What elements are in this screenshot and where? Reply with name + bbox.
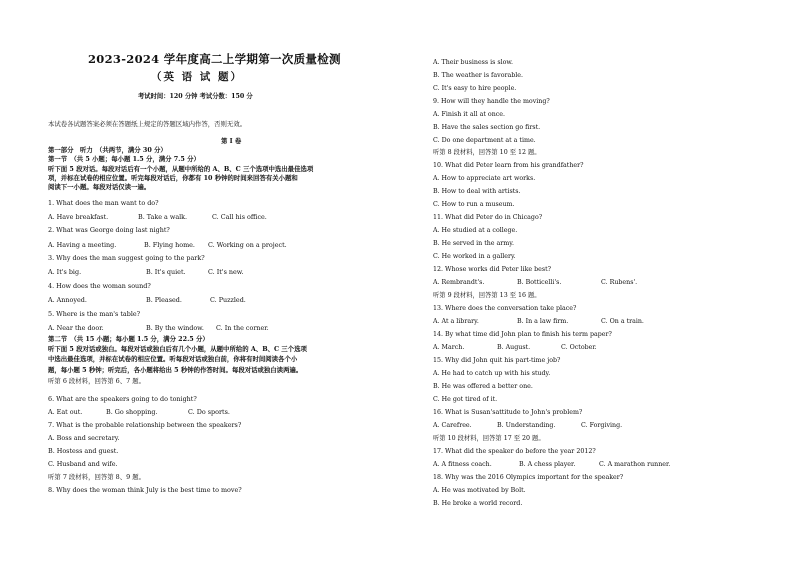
question-13-options	[433, 317, 644, 326]
question-4: 4. How does the woman sound?	[48, 282, 151, 290]
volume-heading: 第 I 卷	[221, 137, 242, 145]
option: A. Rembrandt's.	[433, 279, 485, 286]
option: B. Take a walk.	[138, 213, 188, 221]
listen-note-10: 听第 10 段材料，回答第 17 至 20 题。	[433, 435, 545, 442]
option: B. Flying home.	[144, 241, 195, 249]
option: B. Go shopping.	[106, 408, 158, 416]
option: A. Having a meeting.	[48, 241, 117, 249]
question-12: 12. Whose works did Peter like best?	[433, 266, 552, 273]
sec2-instruction: 中选出最佳选项，并标在试卷的相应位置。听每段对话或独白前，你将有时间阅读各个小	[48, 355, 298, 363]
notice: 本试卷各试题答案必须在答题纸上规定的答题区域内作答，否则无效。	[48, 120, 247, 128]
question-3-options	[48, 268, 244, 277]
option: B. He broke a world record.	[433, 500, 523, 507]
question-8: 8. Why does the woman think July is the best time to move?	[48, 486, 242, 494]
option: B. Botticelli's.	[517, 279, 562, 286]
option: C. Call his office.	[212, 213, 267, 221]
question-1: 1. What does the man want to do?	[48, 199, 159, 207]
listen-note-9: 听第 9 段材料，回答第 13 至 16 题。	[433, 292, 541, 299]
option: C. A marathon runner.	[599, 461, 671, 468]
question-10: 10. What did Peter learn from his grandfather?	[433, 162, 584, 169]
option: B. It's quiet.	[146, 268, 186, 276]
option: C. Forgiving.	[581, 422, 623, 429]
question-6-options	[48, 408, 230, 417]
question-5: 5. Where is the man's table?	[48, 310, 141, 318]
question-18: 18. Why was the 2016 Olympics important for the speaker?	[433, 474, 624, 481]
question-9: 9. How will they handle the moving?	[433, 98, 550, 105]
option: C. Do one department at a time.	[433, 137, 536, 144]
question-6: 6. What are the speakers going to do tonight?	[48, 395, 197, 403]
option: A. Annoyed.	[48, 296, 87, 304]
option: A. Boss and secretary.	[48, 434, 120, 442]
listen-note-7: 听第 7 段材料，回答第 8、9 题。	[48, 473, 146, 481]
question-14-options	[433, 343, 597, 352]
option: A. Near the door.	[48, 324, 104, 332]
option: A. March.	[433, 344, 465, 351]
sec1-heading: 第一节 （共 5 小题；每小题 1.5 分，满分 7.5 分）	[48, 155, 200, 163]
exam-meta: 考试时间：120 分钟 考试分数：150 分	[138, 93, 253, 100]
option: C. He worked in a gallery.	[433, 253, 516, 260]
option: A. Eat out.	[48, 408, 83, 416]
question-5-options	[48, 324, 269, 333]
option: C. Rubens'.	[601, 279, 638, 286]
option: C. It's new.	[208, 268, 244, 276]
option: A. How to appreciate art works.	[433, 175, 536, 182]
option: A. A fitness coach.	[433, 461, 492, 468]
option: A. Have breakfast.	[48, 213, 109, 221]
option: A. At a library.	[433, 318, 479, 325]
option: C. October.	[561, 344, 597, 351]
option: A. It's big.	[48, 268, 82, 276]
question-15: 15. Why did John quit his part-time job?	[433, 357, 561, 364]
sec1-instruction: 听下面 5 段对话。每段对话后有一个小题，从题中所给的 A、B、C 三个选项中选出最佳选项	[48, 165, 314, 173]
option: C. Do sports.	[188, 408, 230, 416]
option: B. He served in the army.	[433, 240, 514, 247]
question-16-options	[433, 421, 622, 430]
option: B. Understanding.	[497, 422, 556, 429]
option: A. He had to catch up with his study.	[433, 370, 551, 377]
question-11: 11. What did Peter do in Chicago?	[433, 214, 543, 221]
question-1-options	[48, 213, 267, 222]
question-7: 7. What is the probable relationship between the speakers?	[48, 421, 242, 429]
listen-note-8: 听第 8 段材料，回答第 10 至 12 题。	[433, 149, 541, 156]
question-17: 17. What did the speaker do before the year 2012?	[433, 448, 596, 455]
option: B. How to deal with artists.	[433, 188, 521, 195]
option: B. Pleased.	[146, 296, 182, 304]
option: A. He was motivated by Bolt.	[433, 487, 526, 494]
sec2-heading: 第二节 （共 15 小题；每小题 1.5 分，满分 22.5 分）	[48, 335, 209, 343]
option: B. By the window.	[146, 324, 204, 332]
part1-heading: 第一部分 听力 （共两节，满分 30 分）	[48, 146, 167, 154]
question-2-options	[48, 241, 287, 250]
option: C. Puzzled.	[210, 296, 246, 304]
option: C. Husband and wife.	[48, 460, 118, 468]
option: C. Working on a project.	[208, 241, 287, 249]
option: B. August.	[497, 344, 531, 351]
option: B. The weather is favorable.	[433, 72, 524, 79]
option: C. He got tired of it.	[433, 396, 498, 403]
option: B. He was offered a better one.	[433, 383, 533, 390]
option: A. Their business is slow.	[433, 59, 514, 66]
option: C. It's easy to hire people.	[433, 85, 517, 92]
sec2-instruction: 题，每小题 5 秒钟；听完后，各小题将给出 5 秒钟的作答时间。每段对话或独白读两遍。	[48, 366, 303, 374]
option: B. Hostess and guest.	[48, 447, 119, 455]
sec1-instruction: 项，并标在试卷的相应位置。听完每段对话后，你都有 10 秒钟的时间来回答有关小题和	[48, 174, 298, 182]
option: A. Finish it all at once.	[433, 111, 506, 118]
option: C. On a train.	[601, 318, 644, 325]
option: C. How to run a museum.	[433, 201, 515, 208]
option: B. In a law firm.	[517, 318, 569, 325]
listen-note-6: 听第 6 段材料，回答第 6、7 题。	[48, 377, 146, 385]
question-14: 14. By what time did John plan to finish his term paper?	[433, 331, 612, 338]
page-title: 2023-2024 学年度高二上学期第一次质量检测	[88, 52, 341, 66]
question-3: 3. Why does the man suggest going to the park?	[48, 254, 205, 262]
sec1-instruction: 阅读下一小题。每段对话仅读一遍。	[48, 183, 151, 191]
question-16: 16. What is Susan'sattitude to John's problem?	[433, 409, 583, 416]
page-subtitle: （英 语 试 题）	[151, 71, 243, 83]
option: A. Carefree.	[433, 422, 472, 429]
question-12-options	[433, 278, 637, 287]
question-17-options	[433, 460, 670, 469]
question-2: 2. What was George doing last night?	[48, 226, 170, 234]
sec2-instruction: 听下面 5 段对话或独白。每段对话或独白后有几个小题，从题中所给的 A、B、C 三个选项	[48, 345, 307, 353]
option: A. He studied at a college.	[433, 227, 518, 234]
option: C. In the corner.	[216, 324, 269, 332]
option: B. Have the sales section go first.	[433, 124, 541, 131]
question-13: 13. Where does the conversation take place?	[433, 305, 577, 312]
option: B. A chess player.	[519, 461, 576, 468]
question-4-options	[48, 296, 246, 305]
